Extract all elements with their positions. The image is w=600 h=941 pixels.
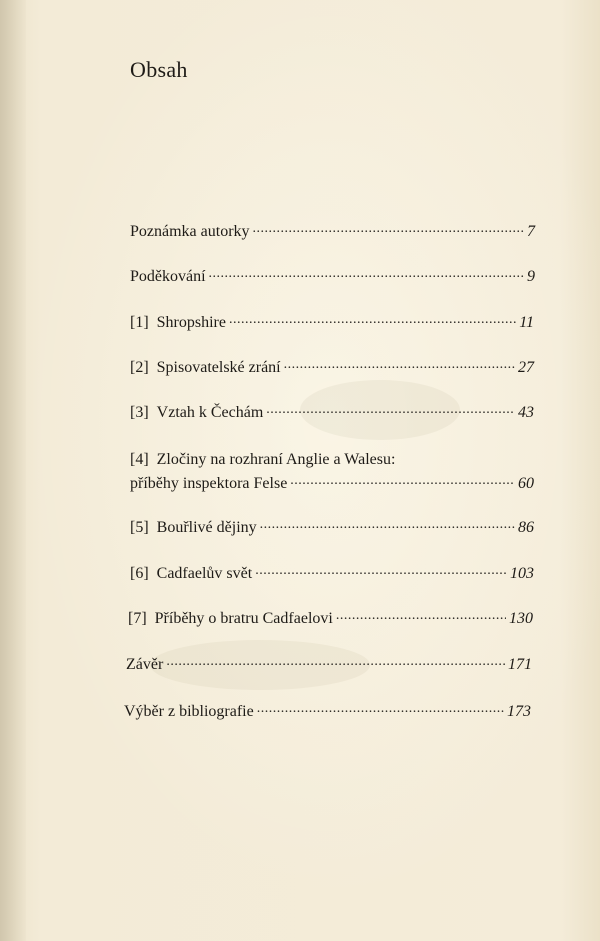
toc-entry-page: 103 (510, 565, 534, 582)
dot-leader (284, 358, 515, 372)
toc-entry-page: 27 (518, 359, 534, 376)
toc-entry-title: Spisovatelské zrání (156, 359, 281, 376)
toc-entry (130, 450, 534, 494)
dot-leader (260, 518, 515, 532)
toc-entry (130, 518, 534, 538)
dot-leader (166, 655, 505, 669)
dot-leader (253, 222, 524, 236)
toc-entry-page: 9 (527, 268, 535, 285)
toc-entry-page: 11 (519, 314, 534, 331)
dot-leader (255, 564, 507, 578)
toc-entry (130, 313, 534, 333)
toc-entry-page: 86 (518, 519, 534, 536)
toc-entry-number: [4] (130, 451, 149, 468)
toc-entry-number: [5] (130, 519, 149, 536)
toc-entry-number: [7] (128, 610, 147, 627)
toc-entry-number: [1] (130, 314, 149, 331)
toc-entry (130, 564, 534, 584)
toc-entry-page: 60 (518, 475, 534, 492)
toc-entry-title: Shropshire (156, 314, 226, 331)
toc-entry-number: [6] (130, 565, 149, 582)
toc-entry-page: 7 (527, 223, 535, 240)
toc-entry-title: Poznámka autorky (130, 223, 250, 240)
toc-entry-title: Bouřlivé dějiny (156, 519, 257, 536)
dot-leader (290, 474, 515, 488)
page-title: Obsah (130, 57, 188, 82)
toc-entry-title: Cadfaelův svět (156, 565, 253, 582)
toc-entry (124, 702, 531, 722)
toc-entry-page: 43 (518, 404, 534, 421)
toc-entry-title: Vztah k Čechám (156, 404, 264, 421)
toc-entry-page: 173 (507, 703, 531, 720)
toc-entry-page: 130 (509, 610, 533, 627)
toc-entry-number: [2] (130, 359, 149, 376)
toc-entry-number: [3] (130, 404, 149, 421)
toc-entry-title-continued: příběhy inspektora Felse (130, 475, 288, 492)
toc-entry (130, 222, 535, 242)
toc-entry (128, 609, 533, 629)
toc-entry (126, 655, 532, 675)
toc-entry-title: Příběhy o bratru Cadfaelovi (154, 610, 333, 627)
dot-leader (336, 609, 506, 623)
dot-leader (209, 267, 524, 281)
toc-entry-title: Zločiny na rozhraní Anglie a Walesu: (156, 451, 396, 468)
toc-entry-title: Poděkování (130, 268, 206, 285)
toc-entry (130, 267, 535, 287)
toc-entry (130, 358, 534, 378)
dot-leader (229, 313, 516, 327)
toc-entry (130, 403, 534, 423)
toc-entry-title: Výběr z bibliografie (124, 703, 254, 720)
dot-leader (266, 403, 515, 417)
toc-entry-page: 171 (508, 656, 532, 673)
toc-entry-title: Závěr (126, 656, 164, 673)
dot-leader (257, 702, 504, 716)
